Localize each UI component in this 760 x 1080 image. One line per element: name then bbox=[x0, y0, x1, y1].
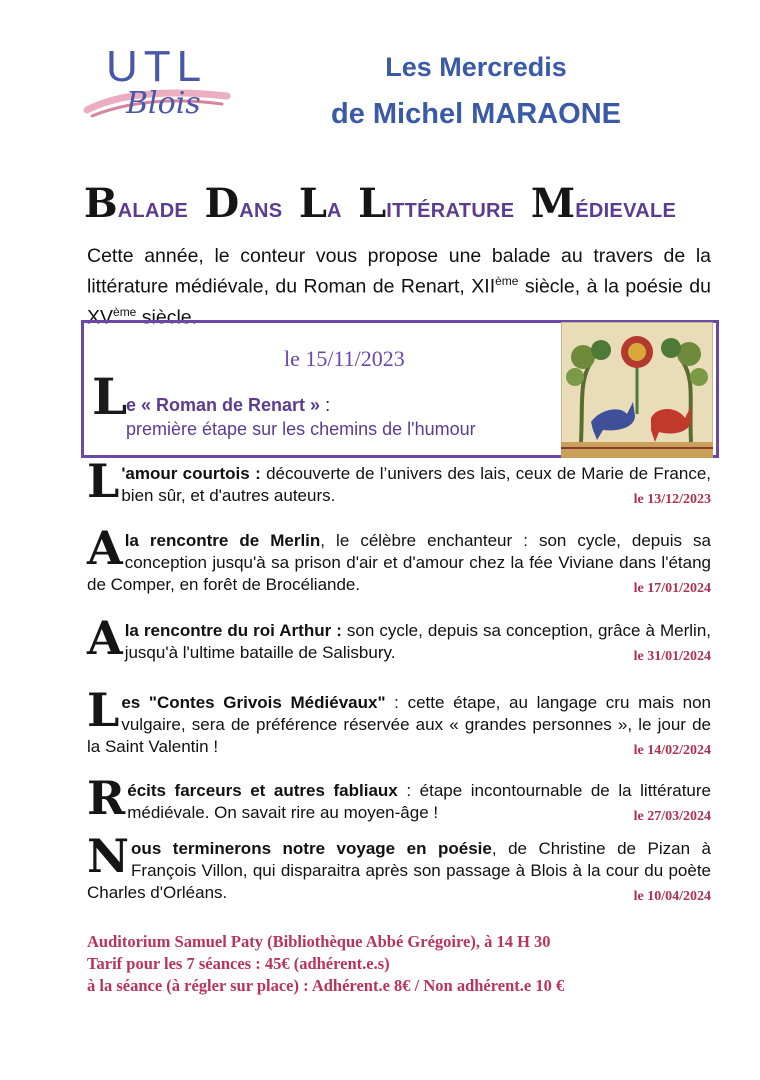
session-dropcap: A bbox=[87, 521, 123, 575]
first-session-subtitle: première étape sur les chemins de l'humour bbox=[126, 419, 476, 439]
session-text: : cette étape, au langage cru mais non vulgaire, sera de préférence réservée aux « grandes personnes », le jour de la Saint Valentin ! bbox=[87, 693, 711, 756]
session-date: le 13/12/2023 bbox=[633, 492, 711, 507]
heading-rest: ALADE bbox=[117, 200, 189, 222]
footer-single-price: à la séance (à régler sur place) : Adhérent.e 8€ / Non adhérent.e 10 € bbox=[87, 976, 565, 995]
first-session-date: le 15/11/2023 bbox=[284, 346, 405, 371]
session-title: es "Contes Grivois Médiévaux" bbox=[121, 693, 386, 712]
intro-sup: ème bbox=[113, 304, 137, 319]
session-title: écits farceurs et autres fabliaux bbox=[127, 781, 398, 800]
session-item bbox=[87, 611, 711, 668]
session-text: découverte de l’univers des lais, ceux de Marie de France, bien sûr, et d'autres auteurs. bbox=[121, 464, 711, 505]
utl-blois-logo bbox=[82, 42, 232, 132]
heading-cap: M bbox=[530, 180, 576, 227]
session-dropcap: A bbox=[87, 611, 123, 665]
heading-cap: D bbox=[204, 180, 240, 227]
first-session-dropcap: L bbox=[92, 367, 128, 426]
session-title: la rencontre du roi Arthur : bbox=[124, 621, 342, 640]
intro-text: siècle, à la poésie du XV bbox=[87, 275, 711, 328]
heading-rest: ANS bbox=[239, 200, 283, 222]
session-dropcap: R bbox=[87, 771, 126, 825]
heading-word bbox=[299, 180, 342, 227]
session-text: son cycle, depuis sa conception, grâce à Merlin, jusqu'à l'ultime bataille de Salisbury. bbox=[124, 621, 711, 662]
session-text: , de Christine de Pizan à François Villon, qui disparaitra après son passage à Blois à la cour du poète Charles d'Orléans. bbox=[87, 839, 712, 902]
session-dropcap: L bbox=[87, 683, 120, 737]
main-heading bbox=[60, 180, 700, 227]
heading-rest: A bbox=[326, 200, 342, 222]
session-date: le 14/02/2024 bbox=[633, 743, 711, 758]
intro-paragraph bbox=[87, 244, 711, 330]
intro-text: Cette année, le conteur vous propose une balade au travers de la littérature médiévale, du Roman de Renart, XII bbox=[87, 245, 711, 298]
session-title: 'amour courtois : bbox=[121, 464, 261, 483]
session-title: la rencontre de Merlin bbox=[124, 531, 321, 550]
first-session-title bbox=[126, 395, 330, 416]
session-dropcap: L bbox=[87, 454, 120, 508]
session-date: le 27/03/2024 bbox=[633, 809, 711, 824]
first-session-title-bold: e « Roman de Renart » bbox=[126, 395, 321, 415]
session-text: , le célèbre enchanteur : son cycle, depuis sa conception jusqu'à sa prison d'air et d'amour chez la fée Viviane dans l'étang de Comper, en forêt de Brocéliande. bbox=[87, 531, 711, 594]
session-date: le 31/01/2024 bbox=[633, 649, 711, 664]
heading-word bbox=[358, 180, 514, 227]
heading-rest: ITTÉRATURE bbox=[386, 200, 515, 222]
session-item bbox=[87, 521, 711, 600]
header-line-2: de Michel MARAONE bbox=[330, 98, 622, 130]
heading-word bbox=[84, 180, 188, 227]
heading-rest: ÉDIEVALE bbox=[575, 200, 677, 222]
session-date: le 17/01/2024 bbox=[633, 581, 711, 596]
heading-word bbox=[531, 180, 676, 227]
heading-cap: B bbox=[83, 180, 118, 227]
session-title: ous terminerons notre voyage en poésie bbox=[131, 839, 492, 858]
first-session-title-rest: : bbox=[320, 395, 331, 415]
session-item bbox=[87, 829, 712, 908]
session-text: : étape incontournable de la littérature médiévale. On savait rire au moyen-âge ! bbox=[127, 781, 712, 822]
intro-sup: ème bbox=[495, 274, 519, 288]
logo-utl-text: UTL bbox=[106, 42, 208, 91]
session-item bbox=[87, 454, 711, 511]
heading-cap: L bbox=[298, 180, 327, 227]
footer-price: Tarif pour les 7 séances : 45€ (adhérent.e.s) bbox=[87, 954, 390, 973]
session-item bbox=[87, 771, 712, 828]
intro-text: siècle. bbox=[136, 306, 198, 328]
footer-venue: Auditorium Samuel Paty (Bibliothèque Abbé Grégoire), à 14 H 30 bbox=[87, 932, 551, 951]
medieval-illumination-image bbox=[561, 322, 713, 458]
heading-word bbox=[205, 180, 283, 227]
session-dropcap: N bbox=[87, 829, 130, 883]
first-session-box bbox=[81, 320, 719, 458]
header-line-1: Les Mercredis bbox=[385, 52, 567, 82]
session-item bbox=[87, 683, 711, 762]
session-date: le 10/04/2024 bbox=[633, 889, 711, 904]
logo-blois-text: Blois bbox=[126, 86, 201, 121]
heading-cap: L bbox=[358, 180, 387, 227]
